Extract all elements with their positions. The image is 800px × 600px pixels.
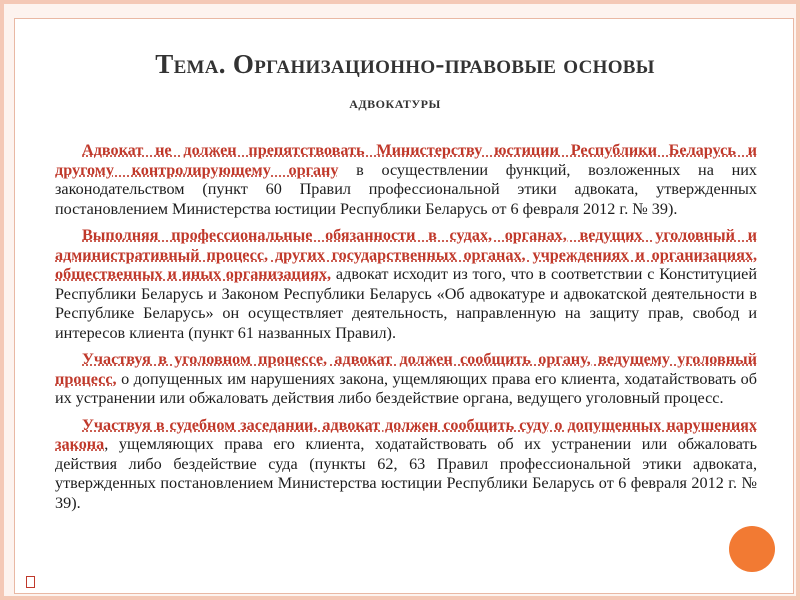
slide-body <box>55 141 757 520</box>
paragraph-4-text: , ущемляющих права его клиента, ходатайствовать об их устранении или обжаловать действия либо бездействие суда (пункты 62, 63 Правил профессиональной этики адвоката, утвержденных постановлением Министерства юстиции Республики Беларусь от 6 февраля 2012 г. № 39). <box>55 435 757 512</box>
paragraph-2-text: адвокат исходит из того, что в соответствии с Конституцией Республики Беларусь и Законом Республики Беларусь «Об адвокатуре и адвокатской деятельности в Республике Беларусь» он осуществляет деятельность, направленную на защиту прав, свобод и интересов клиента (пункт 61 названных Правил). <box>55 265 757 342</box>
paragraph-3-text: о допущенных им нарушениях закона, ущемляющих права его клиента, ходатайствовать об их устранении или обжаловать действия либо бездействие органа, ведущего уголовный процесс. <box>55 369 757 407</box>
slide-inner-frame <box>14 18 794 594</box>
paragraph-1-text: в осуществлении функций, возложенных на них законодательством (пункт 60 Правил профессиональной этики адвоката, утвержденных постановлением Министерства юстиции Республики Беларусь от 6 февраля 2012 г. № 39). <box>55 160 757 218</box>
bullet-box-icon <box>26 576 35 588</box>
paragraph-4-highlight: Участвуя в судебном заседании, адвокат должен сообщить суду о допущенных нарушениях закона <box>55 415 757 453</box>
paragraph-4 <box>55 416 757 514</box>
paragraph-3-highlight: Участвуя в уголовном процессе, адвокат должен сообщить органу, ведущему уголовный процесс, <box>55 350 757 388</box>
slide-subtitle: адвокатуры <box>349 93 441 112</box>
orange-circle-decoration <box>729 526 775 572</box>
slide-title: Тема. Организационно-правовые основы <box>155 49 655 79</box>
paragraph-3 <box>55 350 757 409</box>
paragraph-1 <box>55 141 757 219</box>
paragraph-1-highlight: Адвокат не должен препятствовать Министерству юстиции Республики Беларусь и другому контролирующему органу <box>55 141 757 179</box>
paragraph-2-highlight: Выполняя профессиональные обязанности в судах, органах, ведущих уголовный и административный процесс, других государственных органах, учреждениях и организациях, общественных и иных организациях, <box>55 226 757 283</box>
paragraph-2 <box>55 226 757 343</box>
